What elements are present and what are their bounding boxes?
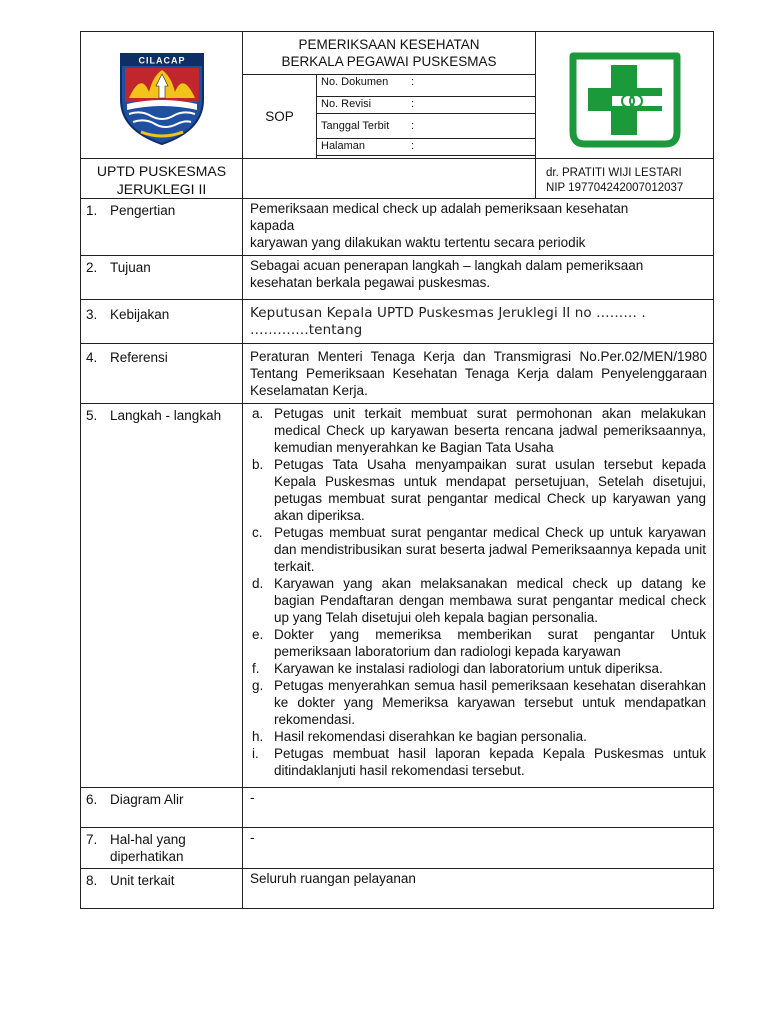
step-text: Karyawan ke instalasi radiologi dan laboratorium untuk diperiksa. [274,661,663,676]
step-item [252,405,706,456]
signer-nip: NIP 197704242007012037 [546,182,684,194]
signer-name: dr. PRATITI WIJI LESTARI [546,167,682,179]
step-text: Petugas membuat surat pengantar medical Check up untuk karyawan dan mendistribusikan surat beserta jadwal Pemeriksaannya kepada unit terkait. [274,525,707,574]
unit-line-1: UPTD PUSKESMAS [96,163,227,179]
sop-label: SOP [243,75,317,159]
row-label-referensi: 4. Referensi [81,344,243,404]
step-letter: i. [252,746,259,761]
sop-table [80,31,714,909]
step-item [252,575,706,626]
step-text: Petugas unit terkait membuat surat permohonan akan melakukan medical Check up karyawan beserta rencana jadwal pemeriksaannya, kemudian menyerahkan ke Bagian Tata Usaha [274,406,707,455]
step-letter: a. [252,406,264,421]
row-value-hal-hal: - [243,828,714,869]
svg-text:CILACAP: CILACAP [138,55,186,66]
step-letter: f. [252,661,260,676]
row-value-referensi: Peraturan Menteri Tenaga Kerja dan Transmigrasi No.Per.02/MEN/1980 Tentang Pemeriksaan Kesehatan Tenaga Kerja dalam Penyelenggaraan Keselamatan Kerja. [243,344,714,404]
row-label-tujuan: 2. Tujuan [81,256,243,300]
puskesmas-green-cross-icon [536,32,712,154]
unit-name [81,159,243,199]
step-text: Petugas menyerahkan semua hasil pemeriksaan kesehatan diserahkan ke dokter yang Memeriksa karyawan tersebut untuk mendapatkan rekomendasi. [274,678,707,727]
meta-no-revisi: No. Revisi : [317,97,536,114]
step-item [252,626,706,660]
step-letter: e. [252,627,264,642]
row-value-diagram-alir: - [243,788,714,828]
row-label-kebijakan: 3. Kebijakan [81,300,243,344]
signature-area [243,159,536,199]
step-letter: b. [252,457,264,472]
step-letter: g. [252,678,264,693]
steps-list [252,405,706,779]
row-label-hal-hal: 7. Hal-hal yang diperhatikan [81,828,243,869]
step-item [252,456,706,524]
row-label-langkah: 5. Langkah - langkah [81,404,243,788]
step-letter: h. [252,729,264,744]
step-item [252,728,706,745]
row-value-kebijakan: Keputusan Kepala UPTD Puskesmas Jeruklegi II no ……… . ………….tentang [243,300,714,344]
row-label-pengertian: 1. Pengertian [81,199,243,256]
title-line-1: PEMERIKSAAN KESEHATAN [298,37,480,52]
step-text: Dokter yang memeriksa memberikan surat pengantar Untuk pemeriksaan laboratorium dan radiologi kepada karyawan [274,627,707,659]
row-value-langkah [243,404,714,788]
step-text: Petugas Tata Usaha menyampaikan surat usulan tersebut kepada Kepala Puskesmas untuk mendapat persetujuan, Setelah disetujui, petugas membuat surat pengantar medical Check up karyawan yang akan diperiksa. [274,457,707,523]
row-value-pengertian: Pemeriksaan medical check up adalah pemeriksaan kesehatan kapada karyawan yang dilakukan waktu tertentu secara periodik [243,199,714,256]
step-item [252,677,706,728]
row-label-unit-terkait: 8. Unit terkait [81,869,243,909]
row-label-diagram-alir: 6. Diagram Alir [81,788,243,828]
step-text: Karyawan yang akan melaksanakan medical check up datang ke bagian Pendaftaran dengan membawa surat pengantar medical check up yang Telah disetujui oleh kepala bagian personalia. [274,576,707,625]
signer-block [536,159,714,199]
step-letter: d. [252,576,264,591]
cilacap-logo-cell [81,32,243,159]
step-item [252,524,706,575]
unit-line-2: JERUKLEGI II [116,181,207,197]
step-text: Petugas membuat hasil laporan kepada Kepala Puskesmas untuk ditindaklanjuti hasil rekomendasi tersebut. [274,746,707,778]
title-line-2: BERKALA PEGAWAI PUSKESMAS [281,54,497,69]
meta-no-dokumen: No. Dokumen : [317,75,536,97]
step-item [252,660,706,677]
meta-tanggal-terbit: Tanggal Terbit : [317,114,536,139]
meta-halaman: Halaman : [317,139,536,156]
step-letter: c. [252,525,263,540]
puskesmas-logo-cell [536,32,714,159]
row-value-unit-terkait: Seluruh ruangan pelayanan [243,869,714,909]
document-title [243,32,536,75]
step-item [252,745,706,779]
step-text: Hasil rekomendasi diserahkan ke bagian personalia. [274,729,587,744]
row-value-tujuan: Sebagai acuan penerapan langkah – langkah dalam pemeriksaan kesehatan berkala pegawai puskesmas. [243,256,714,300]
cilacap-regency-emblem-icon [81,32,241,154]
